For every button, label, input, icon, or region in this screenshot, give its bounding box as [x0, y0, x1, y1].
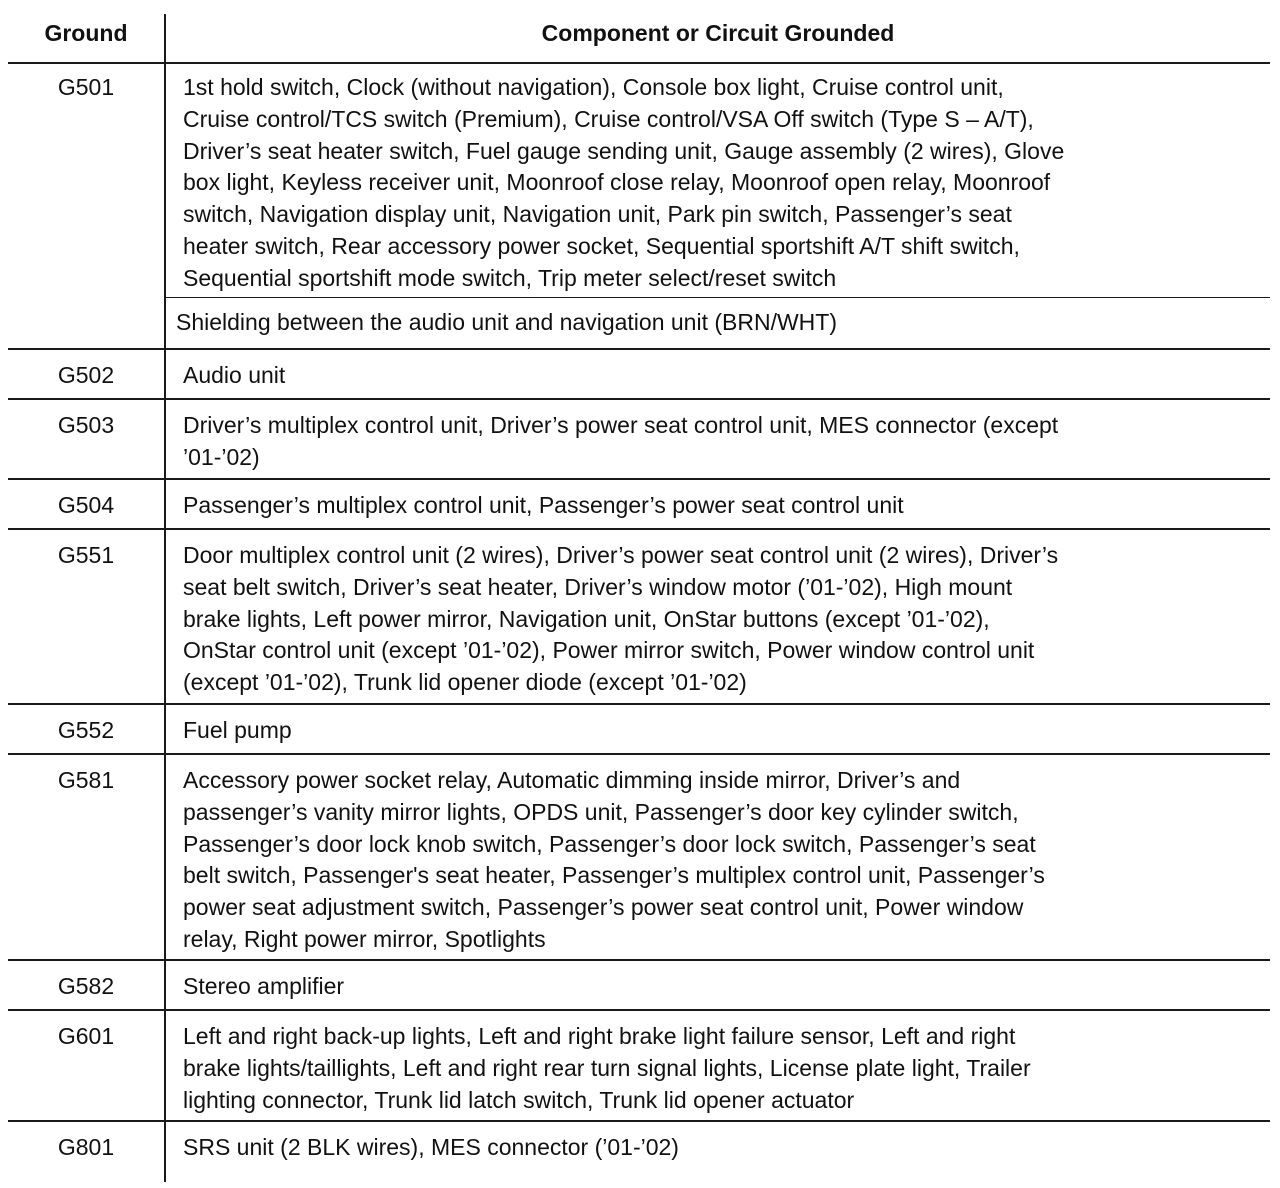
component-list: Audio unit	[183, 362, 286, 388]
table-row	[8, 755, 1270, 961]
subrow-divider	[165, 297, 1270, 298]
table-row	[8, 480, 1270, 530]
component-list: Left and right back-up lights, Left and right brake light failure sensor, Left and right brake lights/taillights, Left and right rear turn signal lights, License plate light, Trailer lighting connector, Trunk lid latch switch, Trunk lid opener actuator	[183, 1023, 1031, 1113]
table-row	[8, 961, 1270, 1011]
ground-id: G551	[57, 542, 115, 568]
component-list: 1st hold switch, Clock (without navigation), Console box light, Cruise control unit, Cruise control/TCS switch (Premium), Cruise control/VSA Off switch (Type S – A/T), Driver’s seat heater switch, Fuel gauge sending unit, Gauge assembly (2 wires), Glove box light, Keyless receiver unit, Moonroof close relay, Moonroof open relay, Moonroof switch, Navigation display unit, Navigation unit, Park pin switch, Passenger’s seat heater switch, Rear accessory power socket, Sequential sportshift A/T shift switch, Sequential sportshift mode switch, Trip meter select/reset switch	[183, 74, 1065, 291]
header-ground: Ground	[44, 20, 128, 46]
ground-id: G552	[57, 717, 115, 743]
component-list: Door multiplex control unit (2 wires), Driver’s power seat control unit (2 wires), Driver’s seat belt switch, Driver’s seat heater, Driver’s window motor (’01-’02), High mount brake lights, Left power mirror, Navigation unit, OnStar buttons (except ’01-’02), OnStar control unit (except ’01-’02), Power mirror switch, Power window control unit (except ’01-’02), Trunk lid opener diode (except ’01-’02)	[183, 542, 1059, 696]
table-row	[8, 350, 1270, 400]
component-subrow: Shielding between the audio unit and navigation unit (BRN/WHT)	[176, 309, 837, 335]
ground-id: G581	[57, 767, 115, 793]
ground-id: G801	[57, 1134, 115, 1160]
table-row	[8, 1122, 1270, 1188]
table-row	[8, 62, 1270, 350]
component-list: Driver’s multiplex control unit, Driver’s power seat control unit, MES connector (except ’01-’02)	[183, 412, 1059, 470]
ground-table	[8, 0, 1270, 1188]
ground-id: G504	[57, 492, 115, 518]
component-list: Fuel pump	[183, 717, 292, 743]
ground-id: G501	[57, 74, 115, 100]
ground-id: G601	[57, 1023, 115, 1049]
table-row	[8, 705, 1270, 755]
header-component: Component or Circuit Grounded	[541, 20, 895, 46]
table-row	[8, 1011, 1270, 1122]
table-row	[8, 400, 1270, 480]
table-row	[8, 530, 1270, 705]
table-header	[8, 0, 1270, 64]
ground-id: G502	[57, 362, 115, 388]
component-list: SRS unit (2 BLK wires), MES connector (’01-’02)	[183, 1134, 679, 1160]
ground-id: G503	[57, 412, 115, 438]
ground-id: G582	[57, 973, 115, 999]
component-list: Passenger’s multiplex control unit, Passenger’s power seat control unit	[183, 492, 904, 518]
component-list: Accessory power socket relay, Automatic dimming inside mirror, Driver’s and passenger’s vanity mirror lights, OPDS unit, Passenger’s door key cylinder switch, Passenger’s door lock knob switch, Passenger’s door lock switch, Passenger’s seat belt switch, Passenger's seat heater, Passenger’s multiplex control unit, Passenger’s power seat adjustment switch, Passenger’s power seat control unit, Power window relay, Right power mirror, Spotlights	[183, 767, 1045, 952]
component-list: Stereo amplifier	[183, 973, 345, 999]
